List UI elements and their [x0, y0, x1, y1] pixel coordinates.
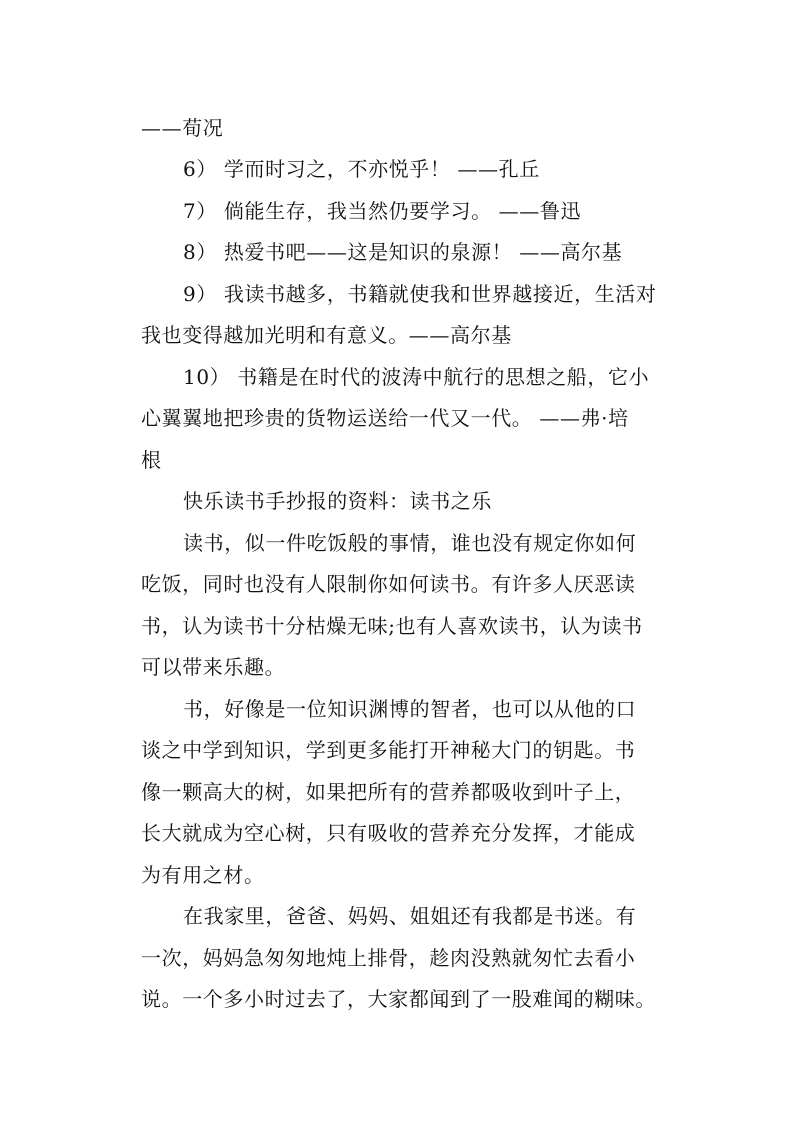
quote-6: 6） 学而时习之，不亦悦乎！ ——孔丘 — [183, 157, 540, 181]
paragraph-2-line-5: 为有用之材。 — [141, 863, 265, 887]
paragraph-1-line-1: 读书，似一件吃饭般的事情，谁也没有规定你如何 — [183, 531, 637, 555]
quote-9-line-1: 9） 我读书越多，书籍就使我和世界越接近，生活对 — [183, 282, 657, 306]
quote-attribution-xunkuang: ——荀况 — [141, 116, 224, 140]
paragraph-2-line-4: 长大就成为空心树，只有吸收的营养充分发挥，才能成 — [141, 821, 636, 845]
quote-10-line-1: 10） 书籍是在时代的波涛中航行的思想之船，它小 — [183, 365, 650, 389]
paragraph-3-line-1: 在我家里，爸爸、妈妈、姐姐还有我都是书迷。有 — [183, 904, 637, 928]
paragraph-2-line-2: 谈之中学到知识，学到更多能打开神秘大门的钥匙。书 — [141, 738, 636, 762]
paragraph-1-line-4: 可以带来乐趣。 — [141, 655, 286, 679]
quote-8: 8） 热爱书吧——这是知识的泉源！ ——高尔基 — [183, 240, 623, 264]
paragraph-1-line-3: 书，认为读书十分枯燥无味;也有人喜欢读书，认为读书 — [141, 614, 643, 638]
section-heading: 快乐读书手抄报的资料：读书之乐 — [183, 489, 492, 513]
paragraph-3-line-3: 说。一个多小时过去了，大家都闻到了一股难闻的糊味。 — [141, 987, 656, 1011]
quote-10-line-3: 根 — [141, 448, 162, 472]
quote-9-line-2: 我也变得越加光明和有意义。——高尔基 — [141, 323, 512, 347]
paragraph-3-line-2: 一次，妈妈急匆匆地炖上排骨，趁肉没熟就匆忙去看小 — [141, 946, 636, 970]
quote-10-line-2: 心翼翼地把珍贵的货物运送给一代又一代。 ——弗·培 — [141, 406, 629, 430]
paragraph-2-line-1: 书，好像是一位知识渊博的智者，也可以从他的口 — [183, 697, 637, 721]
quote-7: 7） 倘能生存，我当然仍要学习。 ——鲁迅 — [183, 199, 582, 223]
paragraph-1-line-2: 吃饭，同时也没有人限制你如何读书。有许多人厌恶读 — [141, 572, 636, 596]
paragraph-2-line-3: 像一颗高大的树，如果把所有的营养都吸收到叶子上， — [141, 780, 636, 804]
